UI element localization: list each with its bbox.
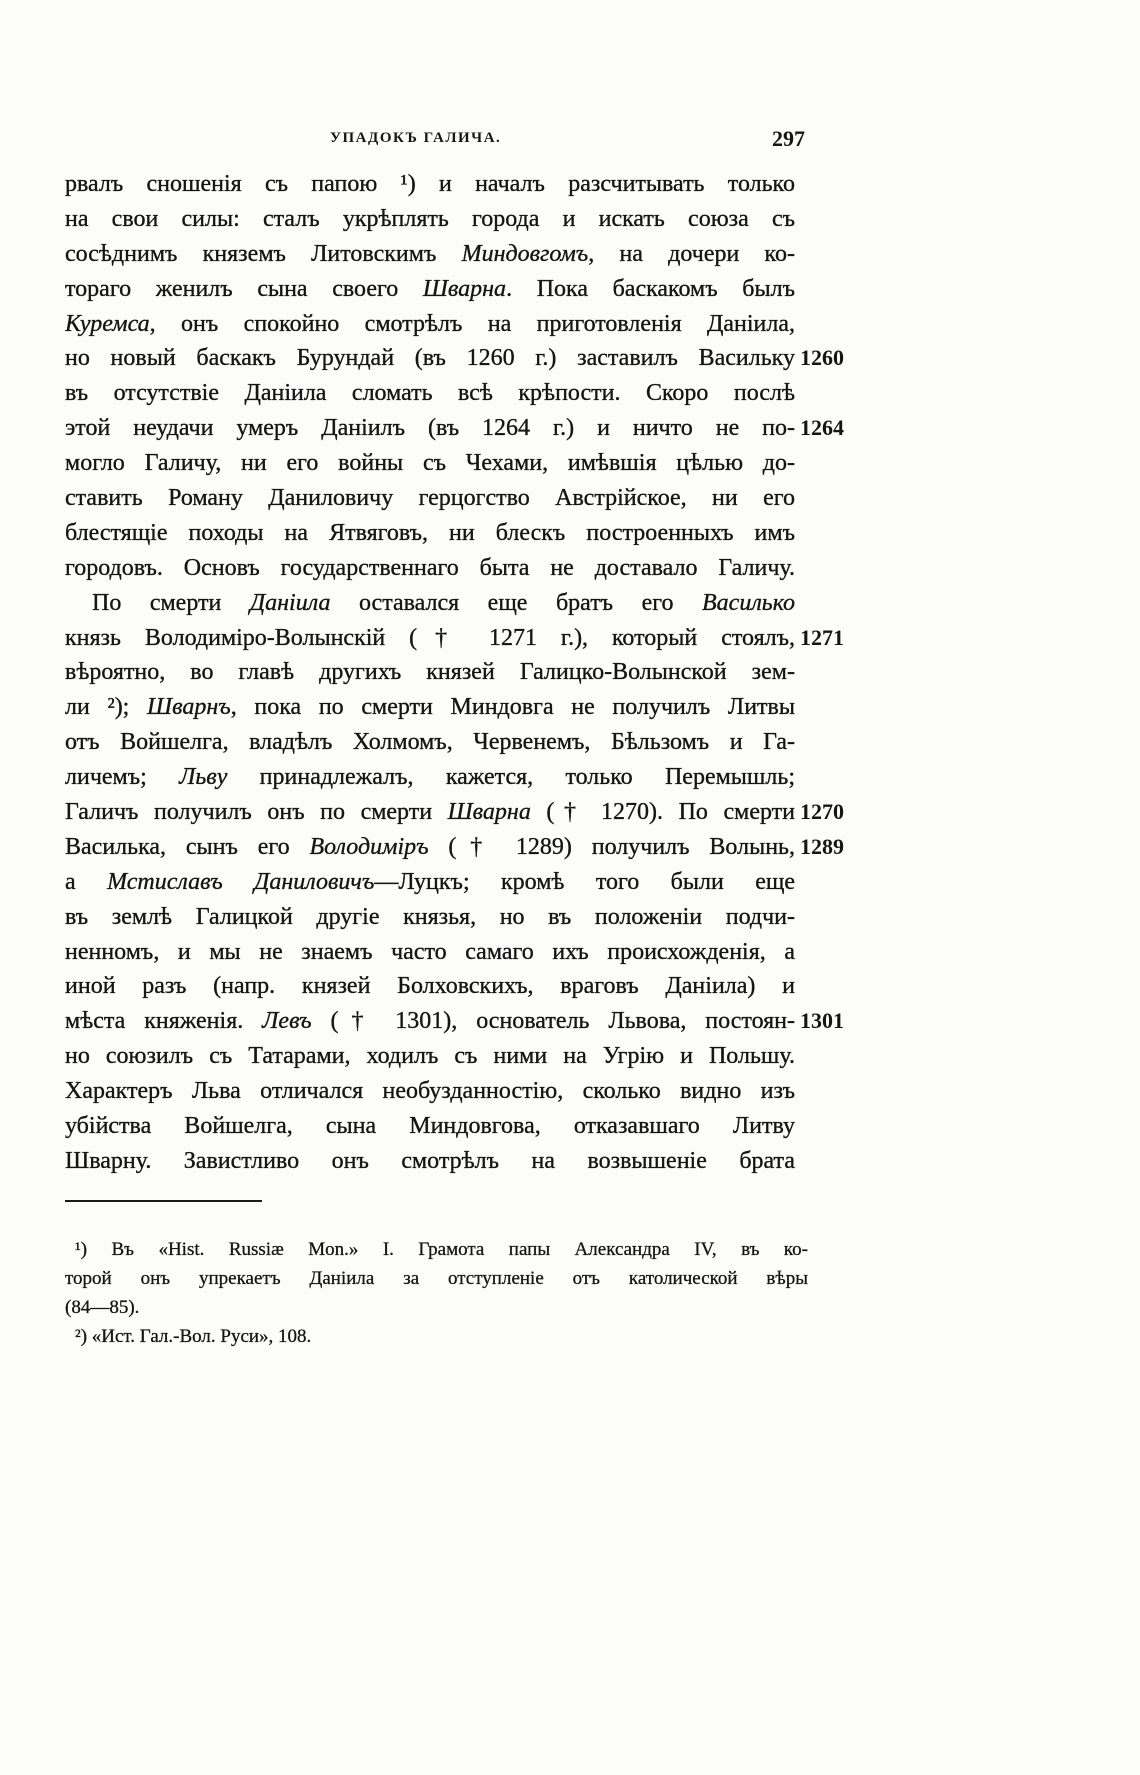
- text-line-content: [65, 725, 795, 760]
- text-run: Шварну. Завистливо онъ смотрѣлъ на возвышеніе брата: [65, 1147, 795, 1174]
- text-run: , на дочери ко-: [588, 240, 795, 267]
- text-line-content: [65, 272, 795, 307]
- text-run: ставить Роману Даниловичу герцогство Австрійское, ни его: [65, 485, 795, 512]
- emphasized-name: Мстиславъ Даниловичъ: [107, 868, 375, 895]
- text-line-content: [65, 446, 795, 481]
- text-run: отъ Войшелга, владѣлъ Холмомъ, Червенемъ, Бѣльзомъ и Га-: [65, 729, 795, 756]
- margin-year-note: 1301: [800, 1008, 844, 1034]
- text-line: [65, 760, 855, 795]
- text-line: [65, 935, 855, 970]
- margin-year-note: 1289: [800, 833, 844, 859]
- text-line-content: [65, 481, 795, 516]
- text-line-content: [65, 586, 795, 621]
- running-title: УПАДОКЪ ГАЛИЧА.: [330, 130, 502, 146]
- text-line: [65, 830, 855, 865]
- text-run: на свои силы: сталъ укрѣплять города и искать союза съ: [65, 205, 795, 232]
- text-line-content: [65, 655, 795, 690]
- text-line: [65, 621, 855, 656]
- text-line: [65, 411, 855, 446]
- text-line: [65, 1039, 855, 1074]
- text-line: [65, 1144, 855, 1179]
- text-line-content: [65, 237, 795, 272]
- emphasized-name: Шварна: [447, 799, 531, 826]
- text-run: вѣроятно, во главѣ другихъ князей Галицко-Волынской зем-: [65, 659, 795, 686]
- text-line: [65, 272, 855, 307]
- text-run: городовъ. Основъ государственнаго быта не доставало Галичу.: [65, 554, 795, 581]
- text-run: а: [65, 868, 108, 895]
- text-run: , онъ спокойно смотрѣлъ на приготовленія Даніила,: [149, 310, 795, 337]
- text-run: иной разъ (напр. князей Болховскихъ, враговъ Даніила) и: [65, 973, 795, 1000]
- text-line-content: [65, 516, 795, 551]
- text-run: могло Галичу, ни его войны съ Чехами, имѣвшія цѣлью до-: [65, 450, 795, 477]
- text-line: [65, 1074, 855, 1109]
- text-run: , пока по смерти Миндовга не получилъ Литвы: [230, 694, 795, 721]
- text-run: ли ²);: [65, 694, 148, 721]
- margin-year-note: 1264: [800, 415, 844, 441]
- text-line: [65, 551, 855, 586]
- text-line-content: [65, 307, 795, 342]
- text-run: рвалъ сношенія съ папою ¹) и началъ разсчитывать только: [65, 171, 795, 197]
- text-line-content: [65, 551, 795, 586]
- emphasized-name: Володиміръ: [309, 833, 429, 860]
- text-line-content: [65, 690, 795, 725]
- text-line: [65, 865, 855, 900]
- text-line-content: [65, 621, 795, 656]
- text-run: этой неудачи умеръ Даніилъ (въ 1264 г.) и ничто не по-: [65, 415, 795, 442]
- text-run: личемъ;: [65, 764, 180, 791]
- text-run: По смерти: [92, 589, 250, 616]
- emphasized-name: Льву: [179, 764, 228, 791]
- text-run: —Луцкъ; кромѣ того были еще: [374, 868, 795, 895]
- margin-year-note: 1270: [800, 799, 844, 825]
- text-line-content: [65, 376, 795, 411]
- text-run: оставался еще братъ его: [330, 589, 702, 616]
- text-line-content: [65, 1039, 795, 1074]
- text-line: [65, 969, 855, 1004]
- text-line-content: [65, 167, 795, 202]
- emphasized-name: Куремса: [65, 310, 150, 337]
- text-line-content: [65, 795, 795, 830]
- text-run: въ отсутствіе Даніила сломать всѣ крѣпости. Скоро послѣ: [65, 380, 795, 407]
- footnote-1-line: торой онъ упрекаетъ Даніила за отступленіе отъ католической вѣры: [65, 1268, 808, 1289]
- text-line: [65, 202, 855, 237]
- emphasized-name: Василько: [702, 589, 795, 616]
- text-run: († 1301), основатель Львова, постоян-: [311, 1008, 795, 1035]
- text-line-content: [65, 760, 795, 795]
- text-line: [65, 690, 855, 725]
- text-line: [65, 481, 855, 516]
- text-line-content: [65, 865, 795, 900]
- emphasized-name: Даніила: [249, 589, 331, 616]
- text-run: тораго женилъ сына своего: [65, 275, 423, 302]
- text-run: сосѣднимъ княземъ Литовскимъ: [65, 240, 462, 267]
- emphasized-name: Миндовгомъ: [461, 240, 589, 267]
- page-number: 297: [772, 126, 805, 151]
- text-run: Характеръ Льва отличался необузданностію, сколько видно изъ: [65, 1078, 795, 1105]
- text-line-content: [65, 1074, 795, 1109]
- footnotes: [65, 1235, 808, 1351]
- emphasized-name: Шварнъ: [147, 694, 231, 721]
- text-run: († 1270). По смерти: [530, 799, 795, 826]
- body-text: [65, 167, 855, 1179]
- emphasized-name: Шварна: [422, 275, 507, 302]
- text-line-content: [65, 1004, 795, 1039]
- text-line-content: [65, 1109, 795, 1144]
- text-run: ненномъ, и мы не знаемъ часто самаго ихъ происхожденія, а: [65, 938, 795, 965]
- text-line-content: [65, 202, 795, 237]
- text-line: [65, 516, 855, 551]
- text-run: но новый баскакъ Бурундай (въ 1260 г.) заставилъ Васильку: [65, 345, 795, 372]
- text-run: принадлежалъ, кажется, только Перемышль;: [227, 764, 795, 791]
- text-line: [65, 307, 855, 342]
- text-line: [65, 341, 855, 376]
- footnote-2-line: ²) «Ист. Гал.-Вол. Руси», 108.: [75, 1326, 312, 1347]
- text-run: Василька, сынъ его: [65, 833, 310, 860]
- footnote-rule: [65, 1200, 262, 1202]
- emphasized-name: Левъ: [262, 1008, 312, 1035]
- text-run: блестящіе походы на Ятвяговъ, ни блескъ построенныхъ имъ: [65, 519, 795, 546]
- text-line-content: [65, 830, 795, 865]
- text-run: князь Володиміро-Волынскій († 1271 г.), который стоялъ,: [65, 624, 795, 651]
- text-run: . Пока баскакомъ былъ: [506, 275, 795, 302]
- text-line: [65, 167, 855, 202]
- text-line-content: [65, 411, 795, 446]
- text-line: [65, 900, 855, 935]
- text-run: убійства Войшелга, сына Миндовгова, отказавшаго Литву: [65, 1113, 795, 1140]
- text-line: [65, 795, 855, 830]
- text-line-content: [65, 341, 795, 376]
- text-line: [65, 376, 855, 411]
- text-run: мѣста княженія.: [65, 1008, 263, 1035]
- text-run: († 1289) получилъ Волынь,: [428, 833, 795, 860]
- margin-year-note: 1260: [800, 345, 844, 371]
- text-line-content: [65, 900, 795, 935]
- text-run: Галичъ получилъ онъ по смерти: [65, 799, 448, 826]
- text-line: [65, 1109, 855, 1144]
- footnote-1-line: (84—85).: [65, 1297, 140, 1318]
- text-run: но союзилъ съ Татарами, ходилъ съ ними на Угрію и Польшу.: [65, 1043, 795, 1070]
- text-line-content: [65, 935, 795, 970]
- margin-year-note: 1271: [800, 624, 844, 650]
- text-line: [65, 446, 855, 481]
- text-line: [65, 586, 855, 621]
- text-line: [65, 655, 855, 690]
- text-line-content: [65, 1144, 795, 1179]
- text-line-content: [65, 969, 795, 1004]
- text-line: [65, 725, 855, 760]
- footnote-1-line: ¹) Въ «Hist. Russiæ Mon.» I. Грамота папы Александра IV, въ ко-: [75, 1239, 808, 1260]
- text-line: [65, 237, 855, 272]
- text-run: въ землѣ Галицкой другіе князья, но въ положеніи подчи-: [65, 903, 795, 930]
- text-line: [65, 1004, 855, 1039]
